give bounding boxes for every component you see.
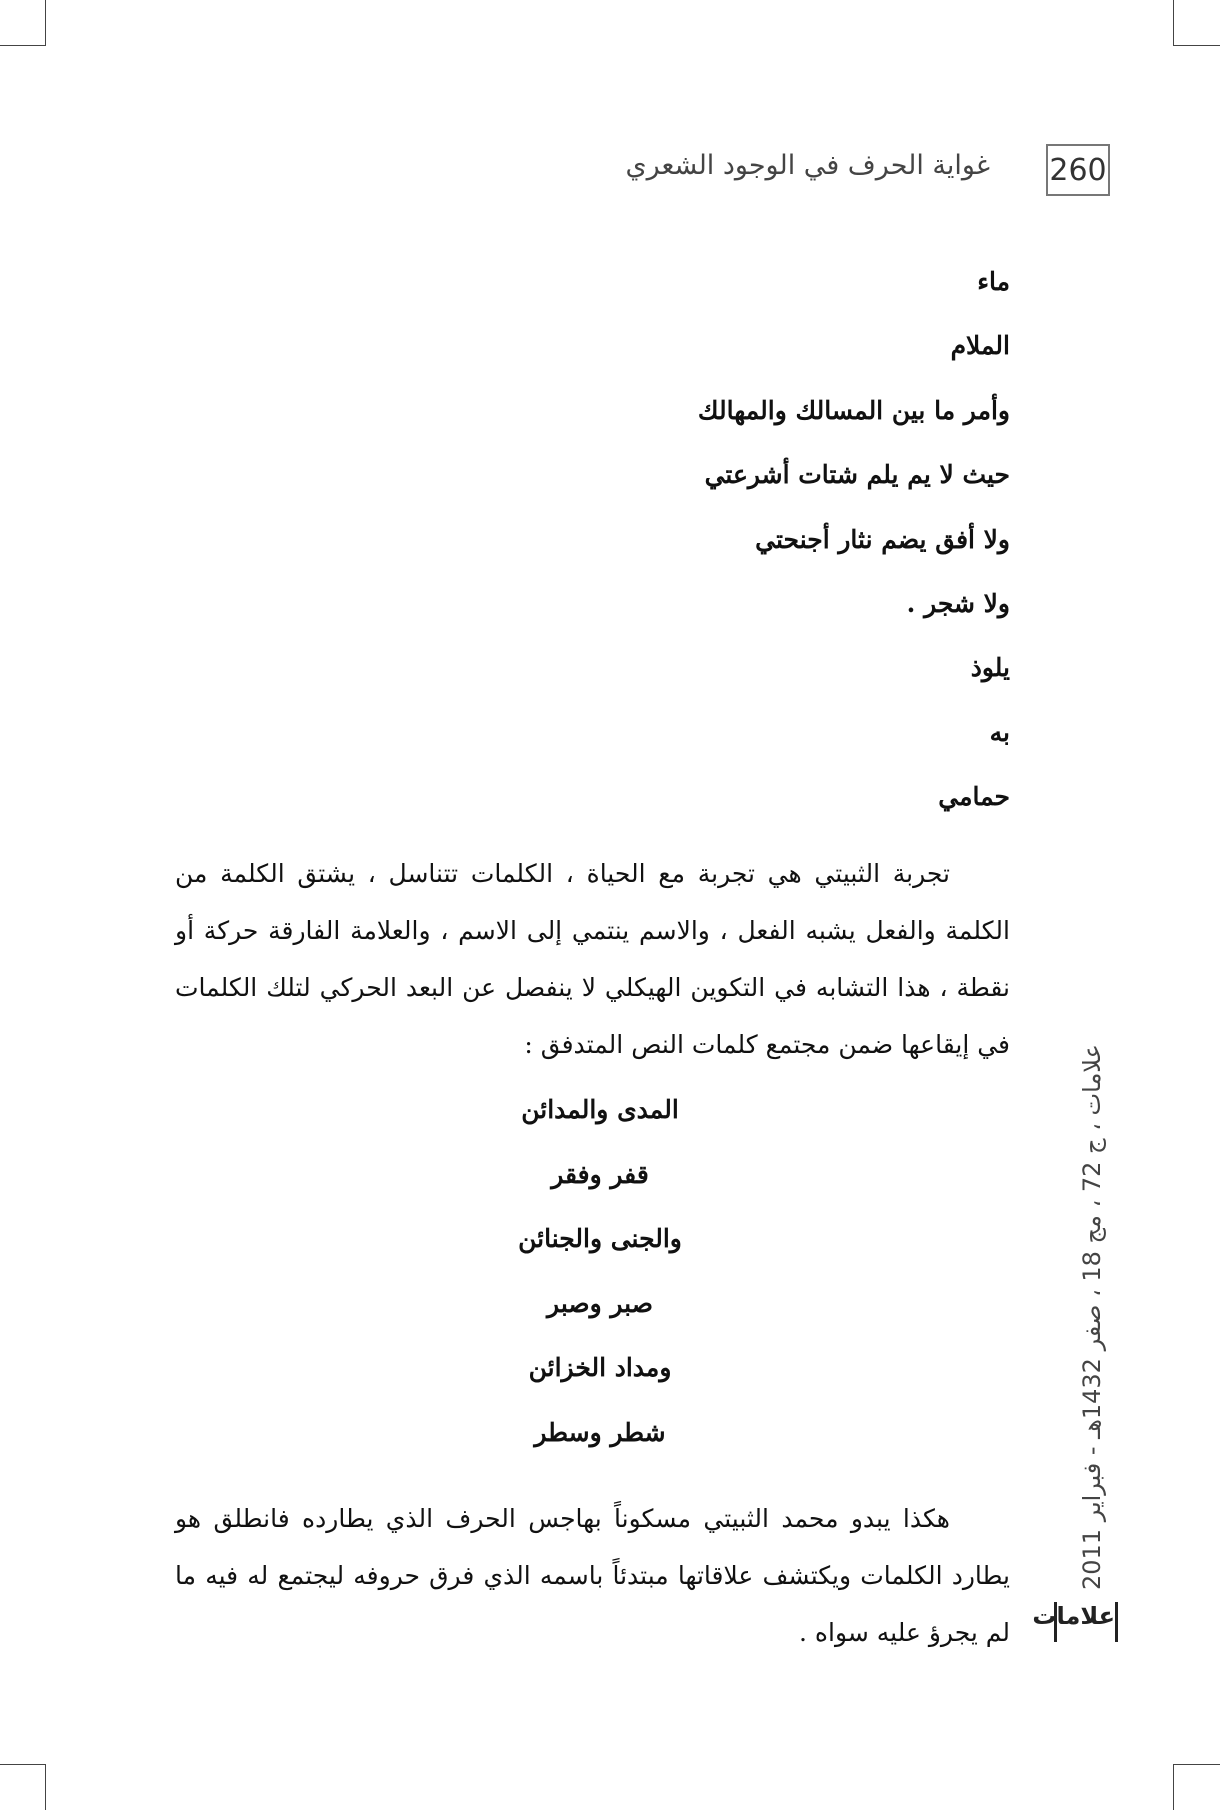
- body-paragraph: هكذا يبدو محمد الثبيتي مسكوناً بهاجس الحرف الذي يطارده فانطلق هو يطارد الكلمات ويكتشف علاقاتها مبتدئاً باسمه الذي فرق حروفه ليجتمع له فيه ما لم يجرؤ عليه سواه .: [175, 1504, 1010, 1647]
- crop-mark: [0, 45, 46, 46]
- poem-line: الملام: [950, 331, 1010, 361]
- crop-mark: [1174, 45, 1220, 46]
- running-title: غواية الحرف في الوجود الشعري: [625, 150, 990, 181]
- verse-line: والجنى والجنائن: [518, 1224, 682, 1253]
- crop-mark: [45, 0, 46, 46]
- verse-line: صبر وصبر: [547, 1288, 653, 1318]
- verse-line: شطر وسطر: [534, 1417, 666, 1447]
- page-number: 260: [1046, 144, 1110, 196]
- poem-line: حيث لا يم يلم شتات أشرعتي: [704, 460, 1010, 490]
- crop-mark: [0, 1764, 46, 1765]
- poem-line: حمامي: [938, 782, 1010, 812]
- poem-line: وأمر ما بين المسالك والمهالك: [697, 395, 1010, 425]
- poem-line: به: [989, 717, 1010, 747]
- body-paragraph: تجربة الثبيتي هي تجربة مع الحياة ، الكلمات تتناسل ، يشتق الكلمة من الكلمة والفعل يشبه الفعل ، والاسم ينتمي إلى الاسم ، والعلامة الفارقة حركة أو نقطة ، هذا التشابه في التكوين الهيكلي لا ينفصل عن البعد الحركي لتلك الكلمات في إيقاعها ضمن مجتمع كلمات النص المتدفق :: [175, 859, 1010, 1059]
- verse-line: قفر وفقر: [551, 1159, 649, 1189]
- issue-info: [1078, 1044, 1106, 1600]
- poem-line: ولا أفق يضم نثار أجنحتي: [755, 524, 1010, 554]
- verse-block: [440, 1090, 760, 1477]
- crop-mark: [45, 1764, 46, 1810]
- poem-block: [550, 262, 1010, 842]
- crop-mark: [1174, 1764, 1220, 1765]
- issue-info-text: علامات ، ج 72 ، مج 18 ، صفر 1432هـ - فبراير 2011: [1078, 1044, 1106, 1590]
- poem-line: يلوذ: [970, 653, 1010, 683]
- verse-line: المدى والمدائن: [521, 1095, 679, 1124]
- crop-mark: [1173, 1764, 1174, 1810]
- poem-line: ولا شجر .: [906, 588, 1010, 618]
- poem-line: ماء: [977, 267, 1010, 296]
- journal-logo: علامات: [1054, 1602, 1118, 1642]
- crop-mark: [1173, 0, 1174, 46]
- verse-line: ومداد الخزائن: [528, 1353, 672, 1382]
